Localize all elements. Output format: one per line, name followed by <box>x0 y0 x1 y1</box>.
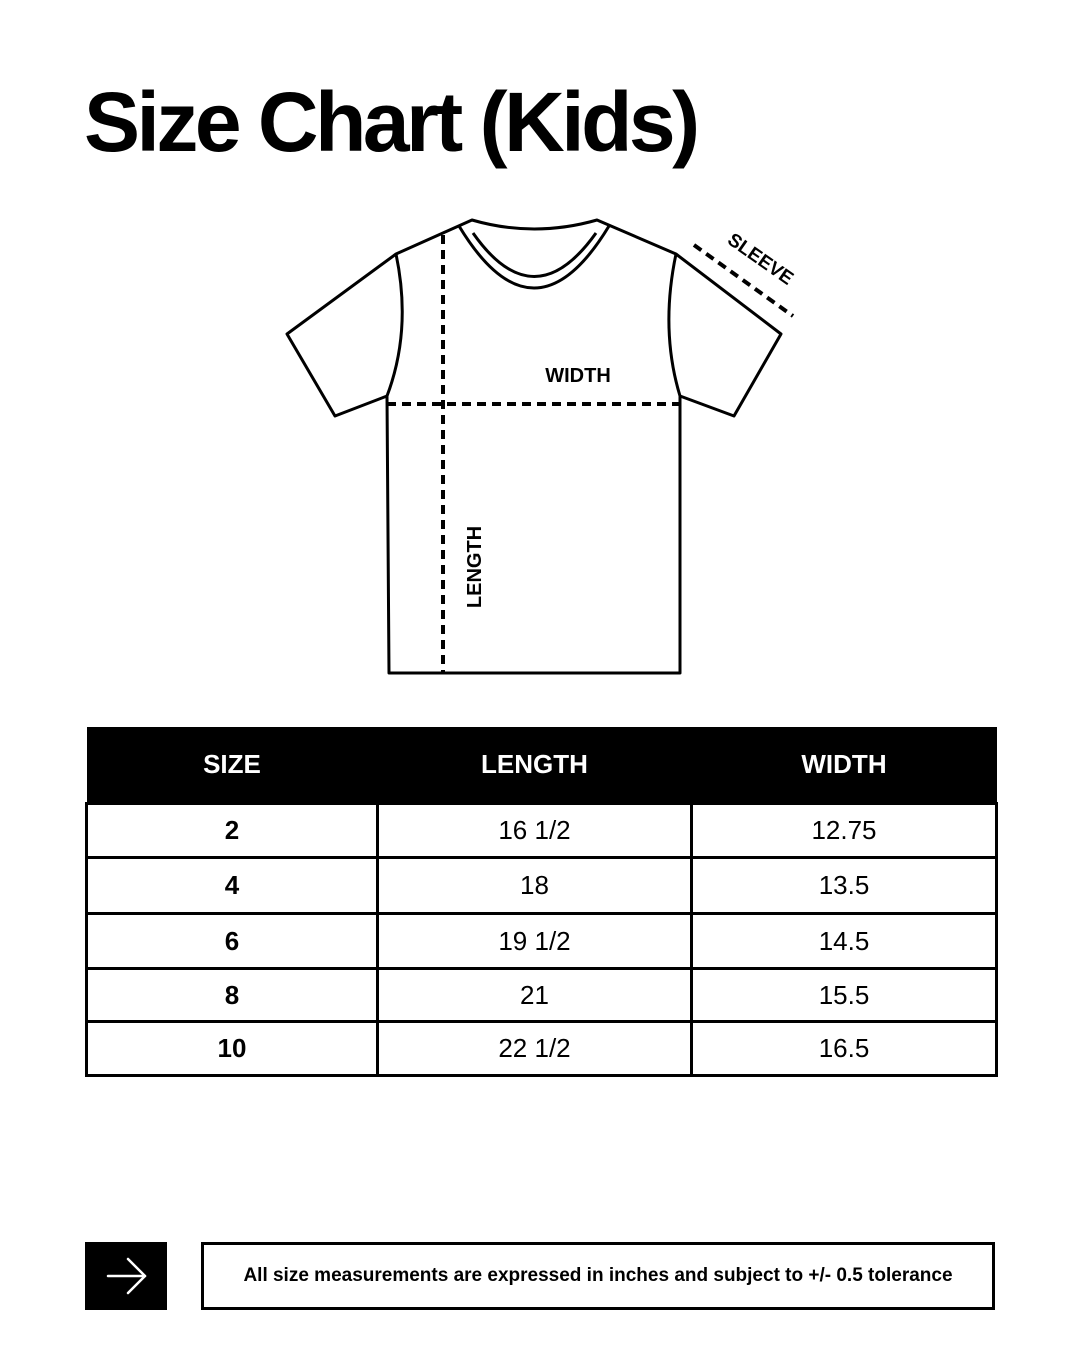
size-cell: 10 <box>87 1022 378 1076</box>
width-cell: 14.5 <box>692 914 997 969</box>
length-cell: 18 <box>378 858 692 914</box>
tolerance-note <box>201 1242 995 1310</box>
tolerance-note-text: All size measurements are expressed in inches and subject to +/- 0.5 tolerance <box>243 1265 953 1286</box>
size-cell: 8 <box>87 969 378 1022</box>
header-width: WIDTH <box>692 727 997 804</box>
sleeve-label: SLEEVE <box>723 229 797 290</box>
width-cell: 12.75 <box>692 804 997 858</box>
size-table <box>85 727 998 1077</box>
collar-outer <box>459 226 609 288</box>
width-cell: 16.5 <box>692 1022 997 1076</box>
table-header-row <box>87 727 997 804</box>
length-cell: 19 1/2 <box>378 914 692 969</box>
width-cell: 13.5 <box>692 858 997 914</box>
length-label: LENGTH <box>464 525 486 609</box>
arrow-badge <box>85 1242 167 1310</box>
table-row <box>87 1022 997 1076</box>
header-length: LENGTH <box>378 727 692 804</box>
table-row <box>87 914 997 969</box>
length-cell: 16 1/2 <box>378 804 692 858</box>
width-label: WIDTH <box>545 365 611 387</box>
left-armhole <box>387 254 402 396</box>
header-size: SIZE <box>87 727 378 804</box>
table-row <box>87 858 997 914</box>
table-row <box>87 969 997 1022</box>
size-cell: 2 <box>87 804 378 858</box>
length-cell: 21 <box>378 969 692 1022</box>
size-cell: 4 <box>87 858 378 914</box>
table-row <box>87 804 997 858</box>
width-cell: 15.5 <box>692 969 997 1022</box>
size-cell: 6 <box>87 914 378 969</box>
page-title: Size Chart (Kids) <box>84 75 697 169</box>
right-armhole <box>669 254 680 396</box>
length-cell: 22 1/2 <box>378 1022 692 1076</box>
arrow-right-icon <box>85 1242 167 1310</box>
